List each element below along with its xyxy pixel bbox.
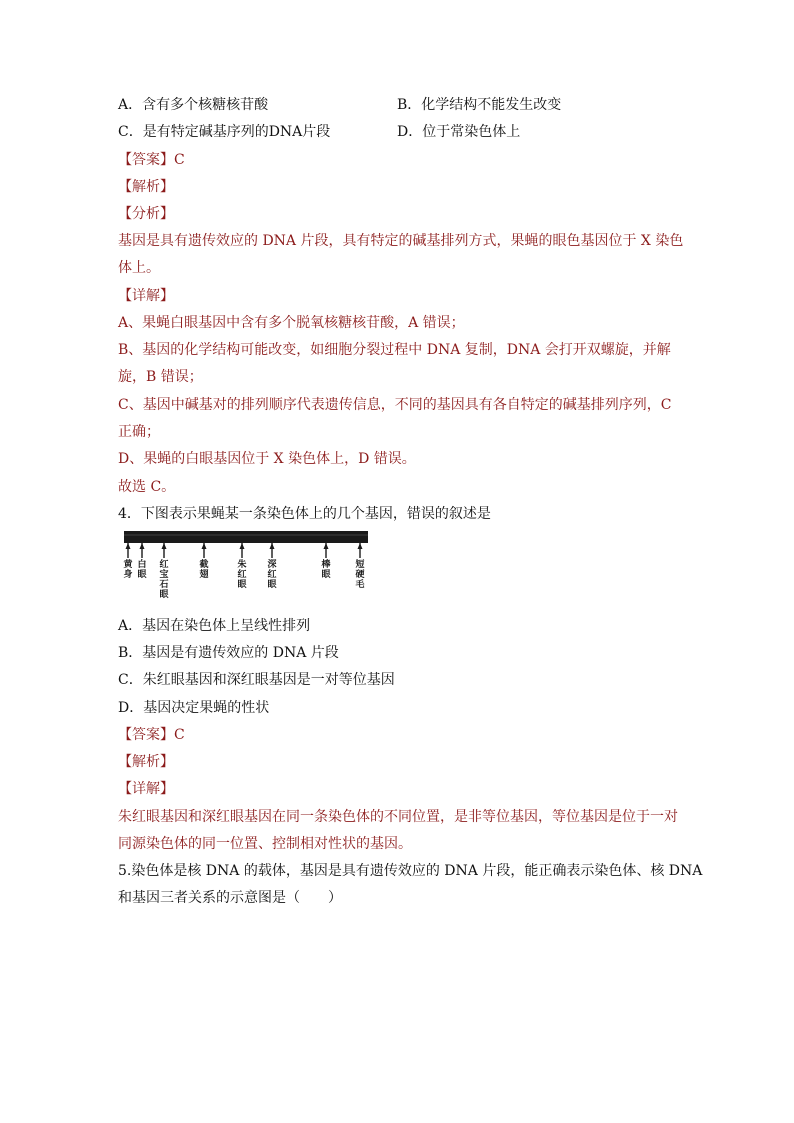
gene-label-1: 黄身 bbox=[123, 560, 133, 580]
q3-conclusion: 故选 C。 bbox=[118, 479, 176, 495]
q3-option-b: B．化学结构不能发生改变 bbox=[397, 97, 562, 113]
q3-detail-line-4: C、基因中碱基对的排列顺序代表遗传信息，不同的基因具有各自特定的碱基排列序列，C bbox=[118, 397, 672, 413]
q4-detail-line-1: 朱红眼基因和深红眼基因在同一条染色体的不同位置，是非等位基因，等位基因是位于一对 bbox=[118, 809, 678, 825]
gene-arrow-head-8 bbox=[358, 543, 363, 549]
gene-label-5: 朱红眼 bbox=[237, 560, 247, 590]
gene-arrow-head-1 bbox=[126, 543, 131, 549]
q5-stem-line-1: 5.染色体是核 DNA 的载体，基因是具有遗传效应的 DNA 片段，能正确表示染色体、核 DNA bbox=[118, 863, 703, 879]
q3-fenxi-heading: 【分析】 bbox=[118, 206, 174, 222]
q3-detail-heading: 【详解】 bbox=[118, 288, 174, 304]
q4-stem: 4．下图表示果蝇某一条染色体上的几个基因，错误的叙述是 bbox=[118, 506, 491, 522]
gene-arrow-head-7 bbox=[324, 543, 329, 549]
q4-analysis-heading: 【解析】 bbox=[118, 754, 174, 770]
q3-detail-line-5: 正确； bbox=[118, 424, 160, 440]
gene-arrow-group bbox=[126, 543, 363, 558]
q4-option-a: A．基因在染色体上呈线性排列 bbox=[118, 618, 311, 634]
q3-fenxi-line-2: 体上。 bbox=[118, 260, 160, 276]
gene-arrow-head-5 bbox=[240, 543, 245, 549]
gene-label-7: 棒眼 bbox=[321, 560, 331, 580]
gene-arrow-head-3 bbox=[162, 543, 167, 549]
gene-arrow-head-4 bbox=[202, 543, 207, 549]
q3-detail-line-2: B、基因的化学结构可能改变，如细胞分裂过程中 DNA 复制，DNA 会打开双螺旋，并解 bbox=[118, 342, 671, 358]
q3-detail-line-6: D、果蝇的白眼基因位于 X 染色体上，D 错误。 bbox=[118, 451, 416, 467]
q3-fenxi-line-1: 基因是具有遗传效应的 DNA 片段，具有特定的碱基排列方式，果蝇的眼色基因位于 X 染色 bbox=[118, 233, 684, 249]
gene-arrow-head-6 bbox=[270, 543, 275, 549]
q3-option-a: A．含有多个核糖核苷酸 bbox=[118, 97, 269, 113]
gene-label-6: 深红眼 bbox=[267, 560, 277, 590]
chromosome-band bbox=[124, 534, 368, 536]
gene-arrow-head-2 bbox=[140, 543, 145, 549]
q5-stem-line-2: 和基因三者关系的示意图是（ ） bbox=[118, 890, 342, 906]
chromosome-bar bbox=[124, 531, 368, 543]
q3-analysis-heading: 【解析】 bbox=[118, 179, 174, 195]
q3-answer: 【答案】C bbox=[118, 152, 185, 168]
q4-answer: 【答案】C bbox=[118, 727, 185, 743]
gene-label-2: 白眼 bbox=[137, 560, 147, 580]
gene-label-4: 截翅 bbox=[199, 560, 209, 580]
q4-detail-heading: 【详解】 bbox=[118, 781, 174, 797]
q4-option-d: D．基因决定果蝇的性状 bbox=[118, 700, 270, 716]
q3-option-c: C．是有特定碱基序列的DNA片段 bbox=[118, 124, 331, 140]
q3-detail-line-3: 旋，B 错误； bbox=[118, 369, 203, 385]
q4-option-c: C．朱红眼基因和深红眼基因是一对等位基因 bbox=[118, 672, 395, 688]
q3-option-d: D．位于常染色体上 bbox=[397, 124, 521, 140]
q3-detail-line-1: A、果蝇白眼基因中含有多个脱氧核糖核苷酸，A 错误； bbox=[118, 315, 465, 331]
q4-option-b: B．基因是有遗传效应的 DNA 片段 bbox=[118, 645, 339, 661]
q4-detail-line-2: 同源染色体的同一位置、控制相对性状的基因。 bbox=[118, 836, 412, 852]
gene-label-3: 红宝石眼 bbox=[159, 560, 169, 600]
chromosome-gene-map-figure bbox=[122, 528, 372, 612]
gene-label-8: 短硬毛 bbox=[355, 560, 365, 590]
